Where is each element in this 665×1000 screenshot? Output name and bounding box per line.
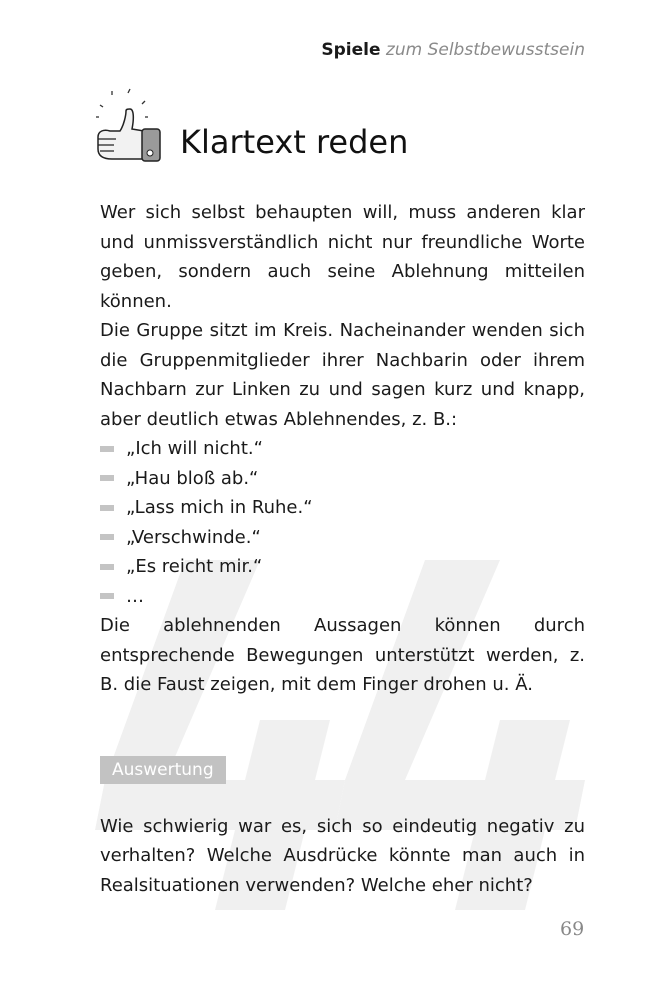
- thumbs-up-icon: [90, 85, 170, 165]
- example-list: [100, 434, 585, 611]
- game-description: [100, 198, 585, 900]
- bullet-icon: [100, 564, 114, 570]
- instructions-paragraph: Die Gruppe sitzt im Kreis. Nacheinander wenden sich die Gruppenmitglieder ihrer Nachbarin oder ihrem Nachbarn zur Linken zu und sagen kurz und knapp, aber deutlich etwas Ablehnendes, z. B.:: [100, 320, 585, 430]
- evaluation-label: Auswertung: [100, 756, 226, 784]
- list-item: „Verschwinde.“: [100, 523, 585, 553]
- header-series: Spiele: [321, 40, 381, 60]
- list-item: „Es reicht mir.“: [100, 552, 585, 582]
- note-paragraph: Die ablehnenden Aussagen können durch entsprechende Bewegungen unterstützt werden, z. B. die Faust zeigen, mit dem Finger drohen u. Ä.: [100, 615, 585, 695]
- bullet-icon: [100, 505, 114, 511]
- list-item: …: [100, 582, 585, 612]
- list-item: „Hau bloß ab.“: [100, 464, 585, 494]
- game-title: Klartext reden: [180, 123, 409, 161]
- bullet-icon: [100, 534, 114, 540]
- list-item: „Lass mich in Ruhe.“: [100, 493, 585, 523]
- bullet-icon: [100, 446, 114, 452]
- evaluation-paragraph: Wie schwierig war es, sich so eindeutig negativ zu verhalten? Welche Ausdrücke könnte man auch in Realsituationen verwenden? Welche eher nicht?: [100, 815, 585, 896]
- list-item: „Ich will nicht.“: [100, 434, 585, 464]
- page-number: 69: [560, 918, 585, 940]
- intro-paragraph: Wer sich selbst behaupten will, muss anderen klar und unmissverständlich nicht nur freundliche Worte geben, sondern auch seine Ablehnung mitteilen können.: [100, 202, 585, 312]
- title-row: [90, 85, 408, 165]
- running-header: [321, 40, 585, 60]
- bullet-icon: [100, 475, 114, 481]
- bullet-icon: [100, 593, 114, 599]
- header-subtitle: zum Selbstbewusstsein: [385, 40, 585, 60]
